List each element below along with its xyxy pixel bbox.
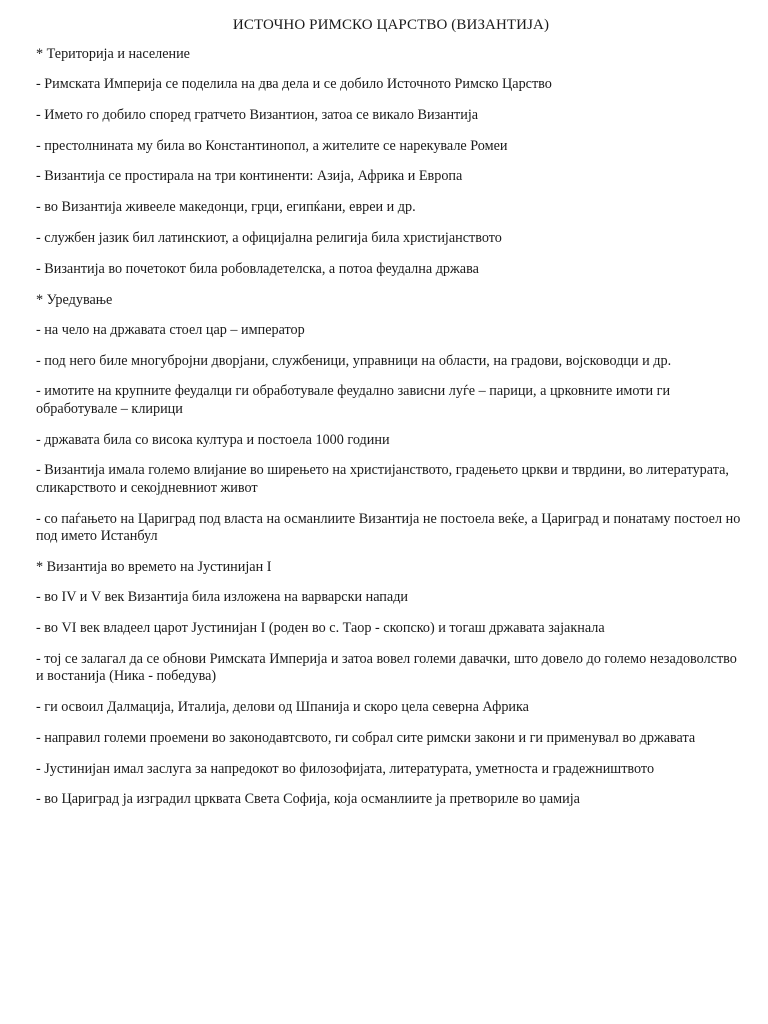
paragraph: - службен јазик бил латинскиот, а официјална религија била христијанството [36,230,502,247]
paragraph: - Римската Империја се поделила на два дела и се добило Источното Римско Царство [36,76,552,93]
paragraph: - во Византија живееле македонци, грци, египќани, евреи и др. [36,199,416,216]
paragraph: - Византија се простирала на три континенти: Азија, Африка и Европа [36,168,463,185]
paragraph: - во IV и V век Византија била изложена на варварски напади [36,589,409,606]
paragraph: - Јустинијан имал заслуга за напредокот во филозофијата, литературата, уметноста и градежништвото [36,760,655,777]
paragraph: - со паѓањето на Цариград под власта на османлиите Византија не постоела веќе, а Цариград и понатаму постоел но под името Истанбул [36,510,741,545]
section-heading-organization: * Уредување [36,291,113,308]
section-heading-justinian: * Византија во времето на Јустинијан I [36,559,272,576]
paragraph: - престолнината му била во Константинопол, а жителите се нарекувале Ромеи [36,137,508,154]
paragraph: - ги освоил Далмација, Италија, делови од Шпанија и скоро цела северна Африка [36,699,529,716]
paragraph: - тој се залагал да се обнови Римската Империја и затоа вовел големи давачки, што довело до големо незадоволство и востанија (Ника - победува) [36,650,737,685]
paragraph: - Византија имала големо влијание во ширењето на христијанството, градењето цркви и тврдини, во литературата, сликарството и секојдневниот живот [36,462,729,496]
paragraph: - во VI век владеел царот Јустинијан I (роден во с. Таор - скопско) и тогаш државата зајакнала [36,619,605,636]
paragraph: - во Цариград ја изградил црквата Света Софија, која османлиите ја претвориле во џамија [36,791,580,808]
paragraph: - државата била со висока култура и постоела 1000 години [36,431,390,448]
paragraph: - под него биле многубројни дворјани, службеници, управници на области, на градови, војсководци и др. [36,352,672,369]
paragraph: - Византија во почетокот била робовладетелска, а потоа феудална држава [36,260,479,277]
section-heading-territory: * Територија и население [36,46,190,62]
paragraph: - на чело на државата стоел цар – император [36,321,305,338]
paragraph: - направил големи проемени во законодавтсвото, ги собрал сите римски закони и ги применувал во државата [36,729,696,746]
document-title: ИСТОЧНО РИМСКО ЦАРСТВО (ВИЗАНТИЈА) [232,17,550,33]
paragraph: - имотите на крупните феудалци ги обработувале феудално зависни луѓе – парици, а црковните имоти ги обработувале – клирици [36,383,671,417]
document-page [36,15,746,822]
paragraph: - Името го добило според гратчето Византион, затоа се викало Византија [36,106,479,123]
